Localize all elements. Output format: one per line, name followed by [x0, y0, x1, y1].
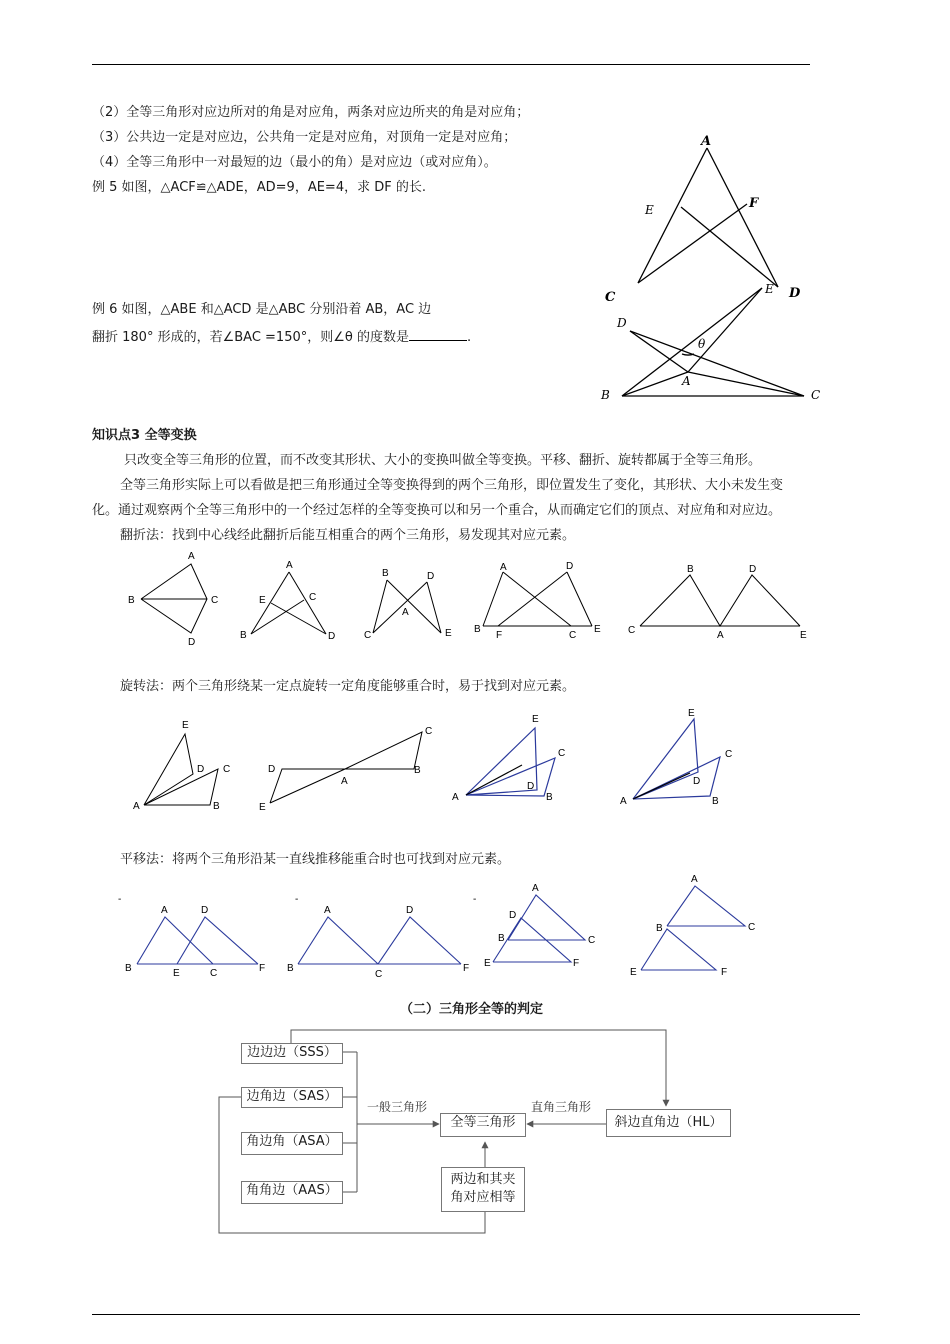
- flow-box-sas: 边角边（SAS）: [241, 1087, 343, 1108]
- fold2-E: E: [259, 595, 266, 606]
- flow-box-congruent: 全等三角形: [440, 1113, 526, 1137]
- figure-example-6-labels: [600, 282, 820, 402]
- figure-example-5-labels: [605, 134, 801, 305]
- fold3-C: C: [364, 630, 372, 641]
- section3-heading: 知识点3 全等变换: [92, 428, 197, 443]
- fold4-B: B: [474, 624, 481, 635]
- fig6-label-E: E: [765, 282, 774, 296]
- tr2-C: C: [375, 969, 383, 980]
- tr1-D: D: [201, 905, 209, 916]
- fig5-label-E: E: [645, 203, 654, 217]
- rot1-E: E: [182, 720, 189, 731]
- fold5-D: D: [749, 564, 757, 575]
- fold2-B: B: [240, 630, 247, 641]
- rot4-D: D: [693, 776, 701, 787]
- fold-method: 翻折法：找到中心线经此翻折后能互相重合的两个三角形，易发现其对应元素。: [120, 528, 576, 543]
- fold1-B: B: [128, 595, 135, 606]
- fig6-label-D: D: [617, 316, 627, 330]
- fig6-label-theta: θ: [698, 337, 706, 351]
- fig5-label-A: A: [701, 134, 712, 149]
- fold3-A: A: [402, 607, 409, 618]
- rot3-D: D: [527, 781, 535, 792]
- rot3-E: E: [532, 714, 539, 725]
- fold1-A: A: [188, 551, 195, 562]
- tr4-E: E: [630, 967, 637, 978]
- tr3-E: E: [484, 958, 491, 969]
- fig6-label-C: C: [811, 388, 821, 402]
- translate-method: 平移法：将两个三角形沿某一直线推移能重合时也可找到对应元素。: [120, 852, 511, 867]
- rot2-A: A: [341, 776, 348, 787]
- translate-dash-2: -: [295, 894, 299, 905]
- rot1-D: D: [197, 764, 205, 775]
- rotate-labels: [133, 708, 732, 813]
- example-6-line1: 例 6 如图，△ABE 和△ACD 是△ABC 分别沿着 AB，AC 边: [92, 302, 432, 317]
- flow-box-aas: 角角边（AAS）: [241, 1181, 343, 1204]
- fold-labels: [128, 551, 807, 648]
- fold2-A: A: [286, 560, 293, 571]
- tr1-F: F: [259, 963, 266, 974]
- section3-p2a: 全等三角形实际上可以看做是把三角形通过全等变换得到的两个三角形，即位置发生了变化，其形状、大小未发生变: [120, 478, 784, 493]
- section3-p1: 只改变全等三角形的位置，而不改变其形状、大小的变换叫做全等变换。平移、翻折、旋转都属于全等三角形。: [124, 453, 762, 468]
- tr3-F: F: [573, 958, 580, 969]
- example-5: 例 5 如图，△ACF≌△ADE，AD=9，AE=4，求 DF 的长.: [92, 180, 426, 195]
- fold5-E: E: [800, 630, 807, 641]
- fold4-E: E: [594, 624, 601, 635]
- tr2-F: F: [463, 963, 470, 974]
- tr1-E: E: [173, 968, 180, 979]
- fig6-label-A: A: [682, 374, 691, 388]
- tr4-A: A: [691, 874, 698, 885]
- example-6-line2-text: 翻折 180° 形成的，若∠BAC =150°，则∠θ 的度数是: [92, 330, 409, 345]
- tr1-B: B: [125, 963, 132, 974]
- translate-figure-1: [137, 917, 258, 964]
- fold5-C: C: [628, 625, 636, 636]
- flow-box-sas-condition: [441, 1167, 525, 1212]
- fold5-B: B: [687, 564, 694, 575]
- note-4: （4）全等三角形中一对最短的边（最小的角）是对应边（或对应角）。: [92, 155, 497, 170]
- translate-dash-3: -: [473, 894, 477, 905]
- fold1-C: C: [211, 595, 219, 606]
- tr4-B: B: [656, 923, 663, 934]
- translate-dashes: [118, 894, 476, 905]
- rot1-B: B: [213, 801, 220, 812]
- tr2-A: A: [324, 905, 331, 916]
- rot2-B: B: [414, 765, 421, 776]
- fig5-label-D: D: [789, 286, 801, 301]
- translate-figure-2: [298, 917, 461, 964]
- rotate-method: 旋转法：两个三角形绕某一定点旋转一定角度能够重合时，易于找到对应元素。: [120, 679, 576, 694]
- tr3-C: C: [588, 935, 596, 946]
- tr3-B: B: [498, 933, 505, 944]
- fold4-D: D: [566, 561, 574, 572]
- rotate-figure-4: [633, 719, 720, 799]
- tr1-C: C: [210, 968, 218, 979]
- fold-figures: [141, 564, 800, 634]
- tr3-D: D: [509, 910, 517, 921]
- rot4-C: C: [725, 749, 733, 760]
- note-3: （3）公共边一定是对应边，公共角一定是对应角，对顶角一定是对应角；: [92, 130, 517, 145]
- tr4-C: C: [748, 922, 756, 933]
- rot3-C: C: [558, 748, 566, 759]
- translate-figure-3: [493, 895, 585, 962]
- rot3-A: A: [452, 792, 459, 803]
- flow-box-sas-condition-line2: 角对应相等: [450, 1190, 516, 1205]
- tr3-A: A: [532, 883, 539, 894]
- fold3-E: E: [445, 628, 452, 639]
- fold5-A: A: [717, 630, 724, 641]
- fig5-label-C: C: [605, 290, 616, 305]
- tr1-A: A: [161, 905, 168, 916]
- rot1-A: A: [133, 801, 140, 812]
- fold3-B: B: [382, 568, 389, 579]
- tr4-F: F: [721, 967, 728, 978]
- rot4-E: E: [688, 708, 695, 719]
- section3-p2b: 化。通过观察两个全等三角形中的一个经过怎样的全等变换可以和另一个重合，从而确定它们的顶点、对应角和对应边。: [92, 503, 782, 518]
- rot4-A: A: [620, 796, 627, 807]
- note-2: （2）全等三角形对应边所对的角是对应角，两条对应边所夹的角是对应角；: [92, 105, 530, 120]
- fold4-C: C: [569, 630, 577, 641]
- fold2-D: D: [328, 631, 336, 642]
- flow-box-hl: 斜边直角边（HL）: [606, 1109, 731, 1137]
- flow-box-sss: 边边边（SSS）: [241, 1043, 343, 1064]
- translate-dash-1: -: [118, 894, 122, 905]
- tr2-B: B: [287, 963, 294, 974]
- example-6-end: .: [466, 330, 472, 345]
- rot2-D: D: [268, 764, 276, 775]
- flow-box-asa: 角边角（ASA）: [241, 1132, 343, 1155]
- fold4-A: A: [500, 562, 507, 573]
- rot1-C: C: [223, 764, 231, 775]
- figure-example-5: [638, 148, 778, 287]
- figure-example-6: [622, 288, 804, 396]
- fig5-label-F: F: [749, 196, 759, 211]
- rot4-B: B: [712, 796, 719, 807]
- fold1-D: D: [188, 637, 196, 648]
- label-general-triangle: 一般三角形: [367, 1100, 428, 1114]
- rotate-figure-3: [466, 728, 555, 796]
- flow-box-sas-condition-line1: 两边和其夹: [450, 1172, 516, 1187]
- rotate-figure-2: [270, 732, 422, 803]
- rotate-figure-1: [144, 734, 218, 805]
- rot3-B: B: [546, 792, 553, 803]
- label-right-triangle: 直角三角形: [531, 1100, 592, 1114]
- rot2-C: C: [425, 726, 433, 737]
- rot2-E: E: [259, 802, 266, 813]
- fold3-D: D: [427, 571, 435, 582]
- tr2-D: D: [406, 905, 414, 916]
- fold2-C: C: [309, 592, 317, 603]
- fold4-F: F: [496, 630, 503, 641]
- flowchart-title: （二）三角形全等的判定: [400, 1002, 544, 1017]
- fig6-label-B: B: [601, 388, 610, 402]
